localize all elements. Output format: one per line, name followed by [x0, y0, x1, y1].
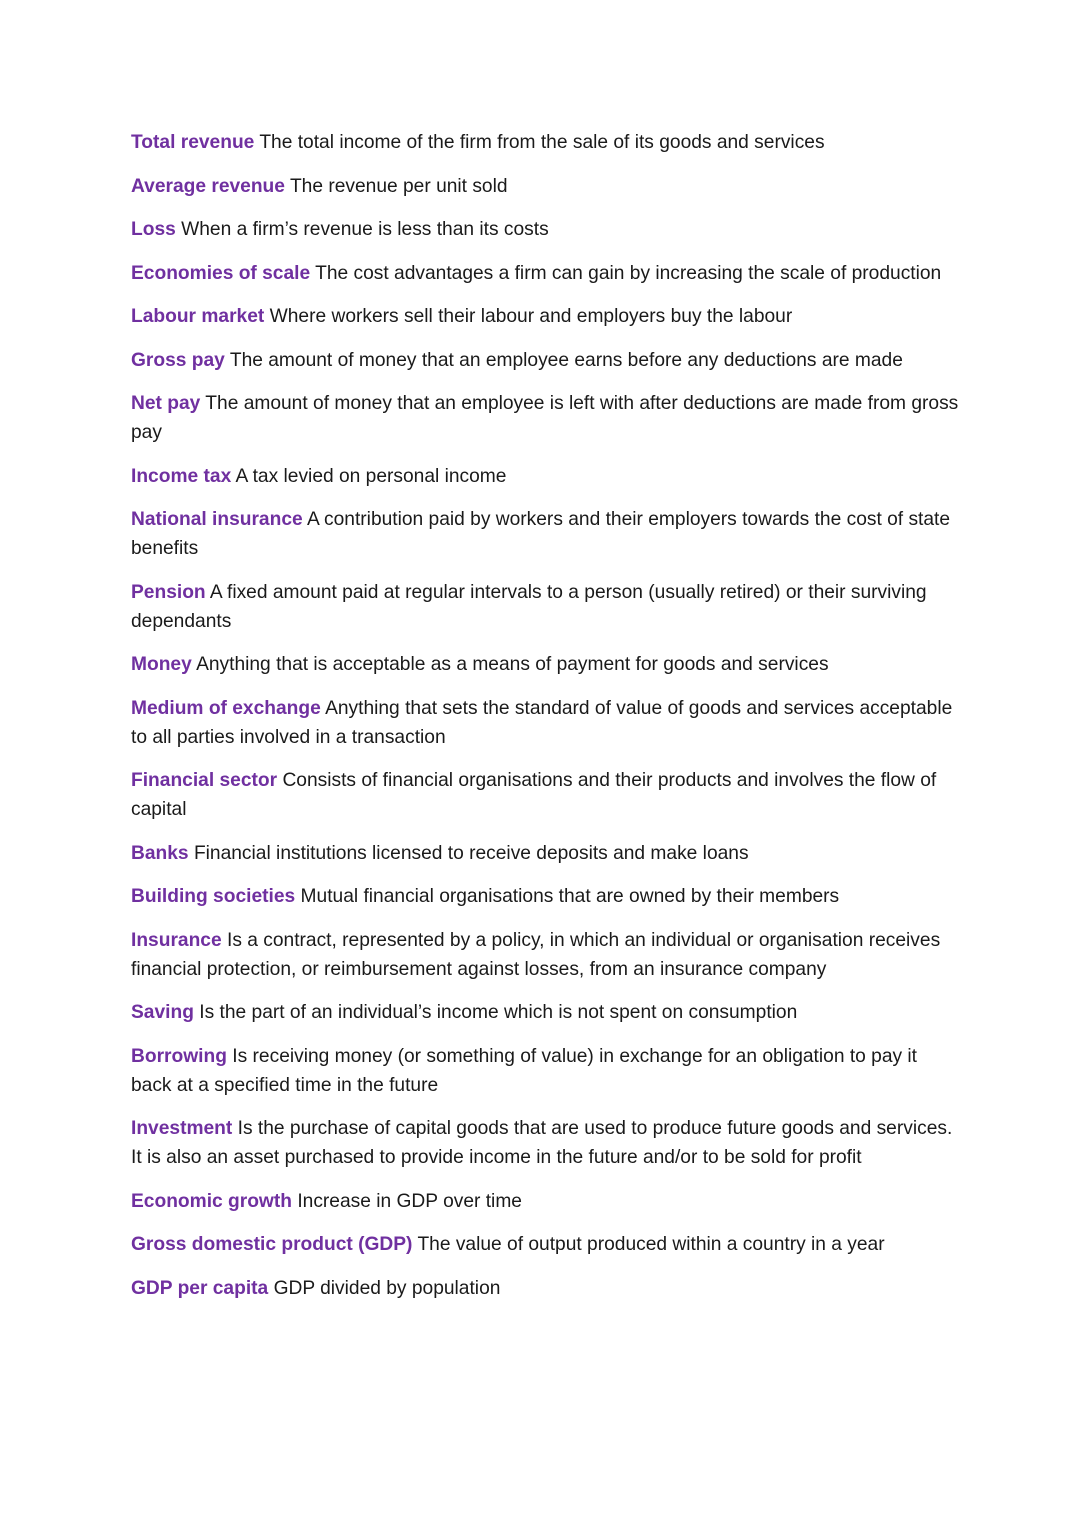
- glossary-term: Gross domestic product (GDP): [131, 1234, 413, 1255]
- glossary-term: Average revenue: [131, 175, 285, 197]
- glossary-definition: Is receiving money (or something of value) in exchange for an obligation to pay it back at a specified time in the future: [131, 1045, 918, 1096]
- glossary-term: Net pay: [131, 393, 201, 414]
- glossary-entry-economic-growth: [131, 1187, 961, 1216]
- glossary-term: Pension: [131, 581, 206, 603]
- glossary-entry-financial-sector: [131, 766, 961, 824]
- glossary-term: Economies of scale: [131, 262, 311, 284]
- glossary-definition: Increase in GDP over time: [297, 1190, 522, 1212]
- glossary-term: Saving: [131, 1002, 194, 1023]
- glossary-entry-loss: [131, 215, 961, 244]
- glossary-term: Financial sector: [131, 770, 278, 791]
- glossary-definition: The amount of money that an employee is left with after deductions are made from gross pay: [131, 393, 959, 443]
- glossary-entry-banks: [131, 839, 961, 868]
- glossary-term: Gross pay: [131, 349, 225, 371]
- glossary-term: Building societies: [131, 886, 296, 907]
- glossary-definition: GDP divided by population: [273, 1277, 501, 1299]
- glossary-entry-gdp-per-capita: [131, 1274, 961, 1303]
- glossary-term: GDP per capita: [131, 1277, 269, 1299]
- glossary-entry-income-tax: [131, 462, 961, 491]
- glossary-definition: A contribution paid by workers and their employers towards the cost of state benefits: [131, 509, 951, 559]
- glossary-term: Money: [131, 654, 192, 675]
- glossary-entry-medium-of-exchange: [131, 694, 961, 752]
- glossary-term: Total revenue: [131, 132, 255, 153]
- glossary-term: Investment: [131, 1118, 233, 1139]
- glossary-entry-gdp: [131, 1230, 961, 1259]
- glossary-definition: Is a contract, represented by a policy, in which an individual or organisation receives financial protection, or reimbursement against losses, from an insurance company: [131, 929, 941, 980]
- glossary-entry-labour-market: [131, 302, 961, 331]
- glossary-term: Insurance: [131, 929, 222, 951]
- glossary-definition: Is the part of an individual’s income which is not spent on consumption: [199, 1002, 798, 1023]
- glossary-entry-economies-of-scale: [131, 259, 961, 288]
- glossary-definition: Anything that is acceptable as a means of payment for goods and services: [196, 654, 829, 675]
- glossary-term: Borrowing: [131, 1045, 227, 1067]
- glossary-term: National insurance: [131, 509, 303, 530]
- glossary-definition: Financial institutions licensed to receive deposits and make loans: [193, 842, 749, 864]
- glossary-definition: The amount of money that an employee earns before any deductions are made: [229, 349, 903, 371]
- glossary-definition: Consists of financial organisations and their products and involves the flow of capital: [131, 770, 937, 820]
- glossary-term: Loss: [131, 219, 176, 240]
- glossary-definition: The revenue per unit sold: [289, 175, 508, 197]
- glossary-definition: When a firm’s revenue is less than its costs: [181, 219, 549, 240]
- glossary-definition: Where workers sell their labour and employers buy the labour: [269, 306, 793, 327]
- glossary-term: Banks: [131, 842, 189, 864]
- glossary-entry-borrowing: [131, 1042, 961, 1100]
- glossary-entry-pension: [131, 578, 961, 636]
- glossary-entry-total-revenue: [131, 128, 961, 157]
- glossary-page: [131, 128, 961, 1317]
- glossary-term: Income tax: [131, 465, 232, 487]
- glossary-entry-insurance: [131, 926, 961, 984]
- glossary-entry-building-societies: [131, 882, 961, 911]
- glossary-term: Labour market: [131, 306, 265, 327]
- glossary-entry-net-pay: [131, 389, 961, 447]
- glossary-definition: A tax levied on personal income: [235, 465, 507, 487]
- glossary-definition: Anything that sets the standard of value of goods and services acceptable to all parties involved in a transaction: [131, 697, 953, 748]
- glossary-term: Economic growth: [131, 1190, 292, 1212]
- glossary-entry-national-insurance: [131, 505, 961, 563]
- glossary-definition: Mutual financial organisations that are owned by their members: [300, 886, 840, 907]
- glossary-definition: A fixed amount paid at regular intervals to a person (usually retired) or their surviving dependants: [131, 581, 927, 632]
- glossary-entry-investment: [131, 1114, 961, 1172]
- glossary-entry-saving: [131, 998, 961, 1027]
- glossary-definition: The total income of the firm from the sale of its goods and services: [259, 132, 825, 153]
- glossary-definition: The cost advantages a firm can gain by increasing the scale of production: [315, 262, 942, 284]
- glossary-entry-gross-pay: [131, 346, 961, 375]
- glossary-term: Medium of exchange: [131, 697, 321, 719]
- glossary-entry-average-revenue: [131, 172, 961, 201]
- glossary-definition: The value of output produced within a country in a year: [417, 1234, 885, 1255]
- glossary-entry-money: [131, 650, 961, 679]
- glossary-definition: Is the purchase of capital goods that are used to produce future goods and services. It is also an asset purchased to provide income in the future and/or to be sold for profit: [131, 1118, 953, 1168]
